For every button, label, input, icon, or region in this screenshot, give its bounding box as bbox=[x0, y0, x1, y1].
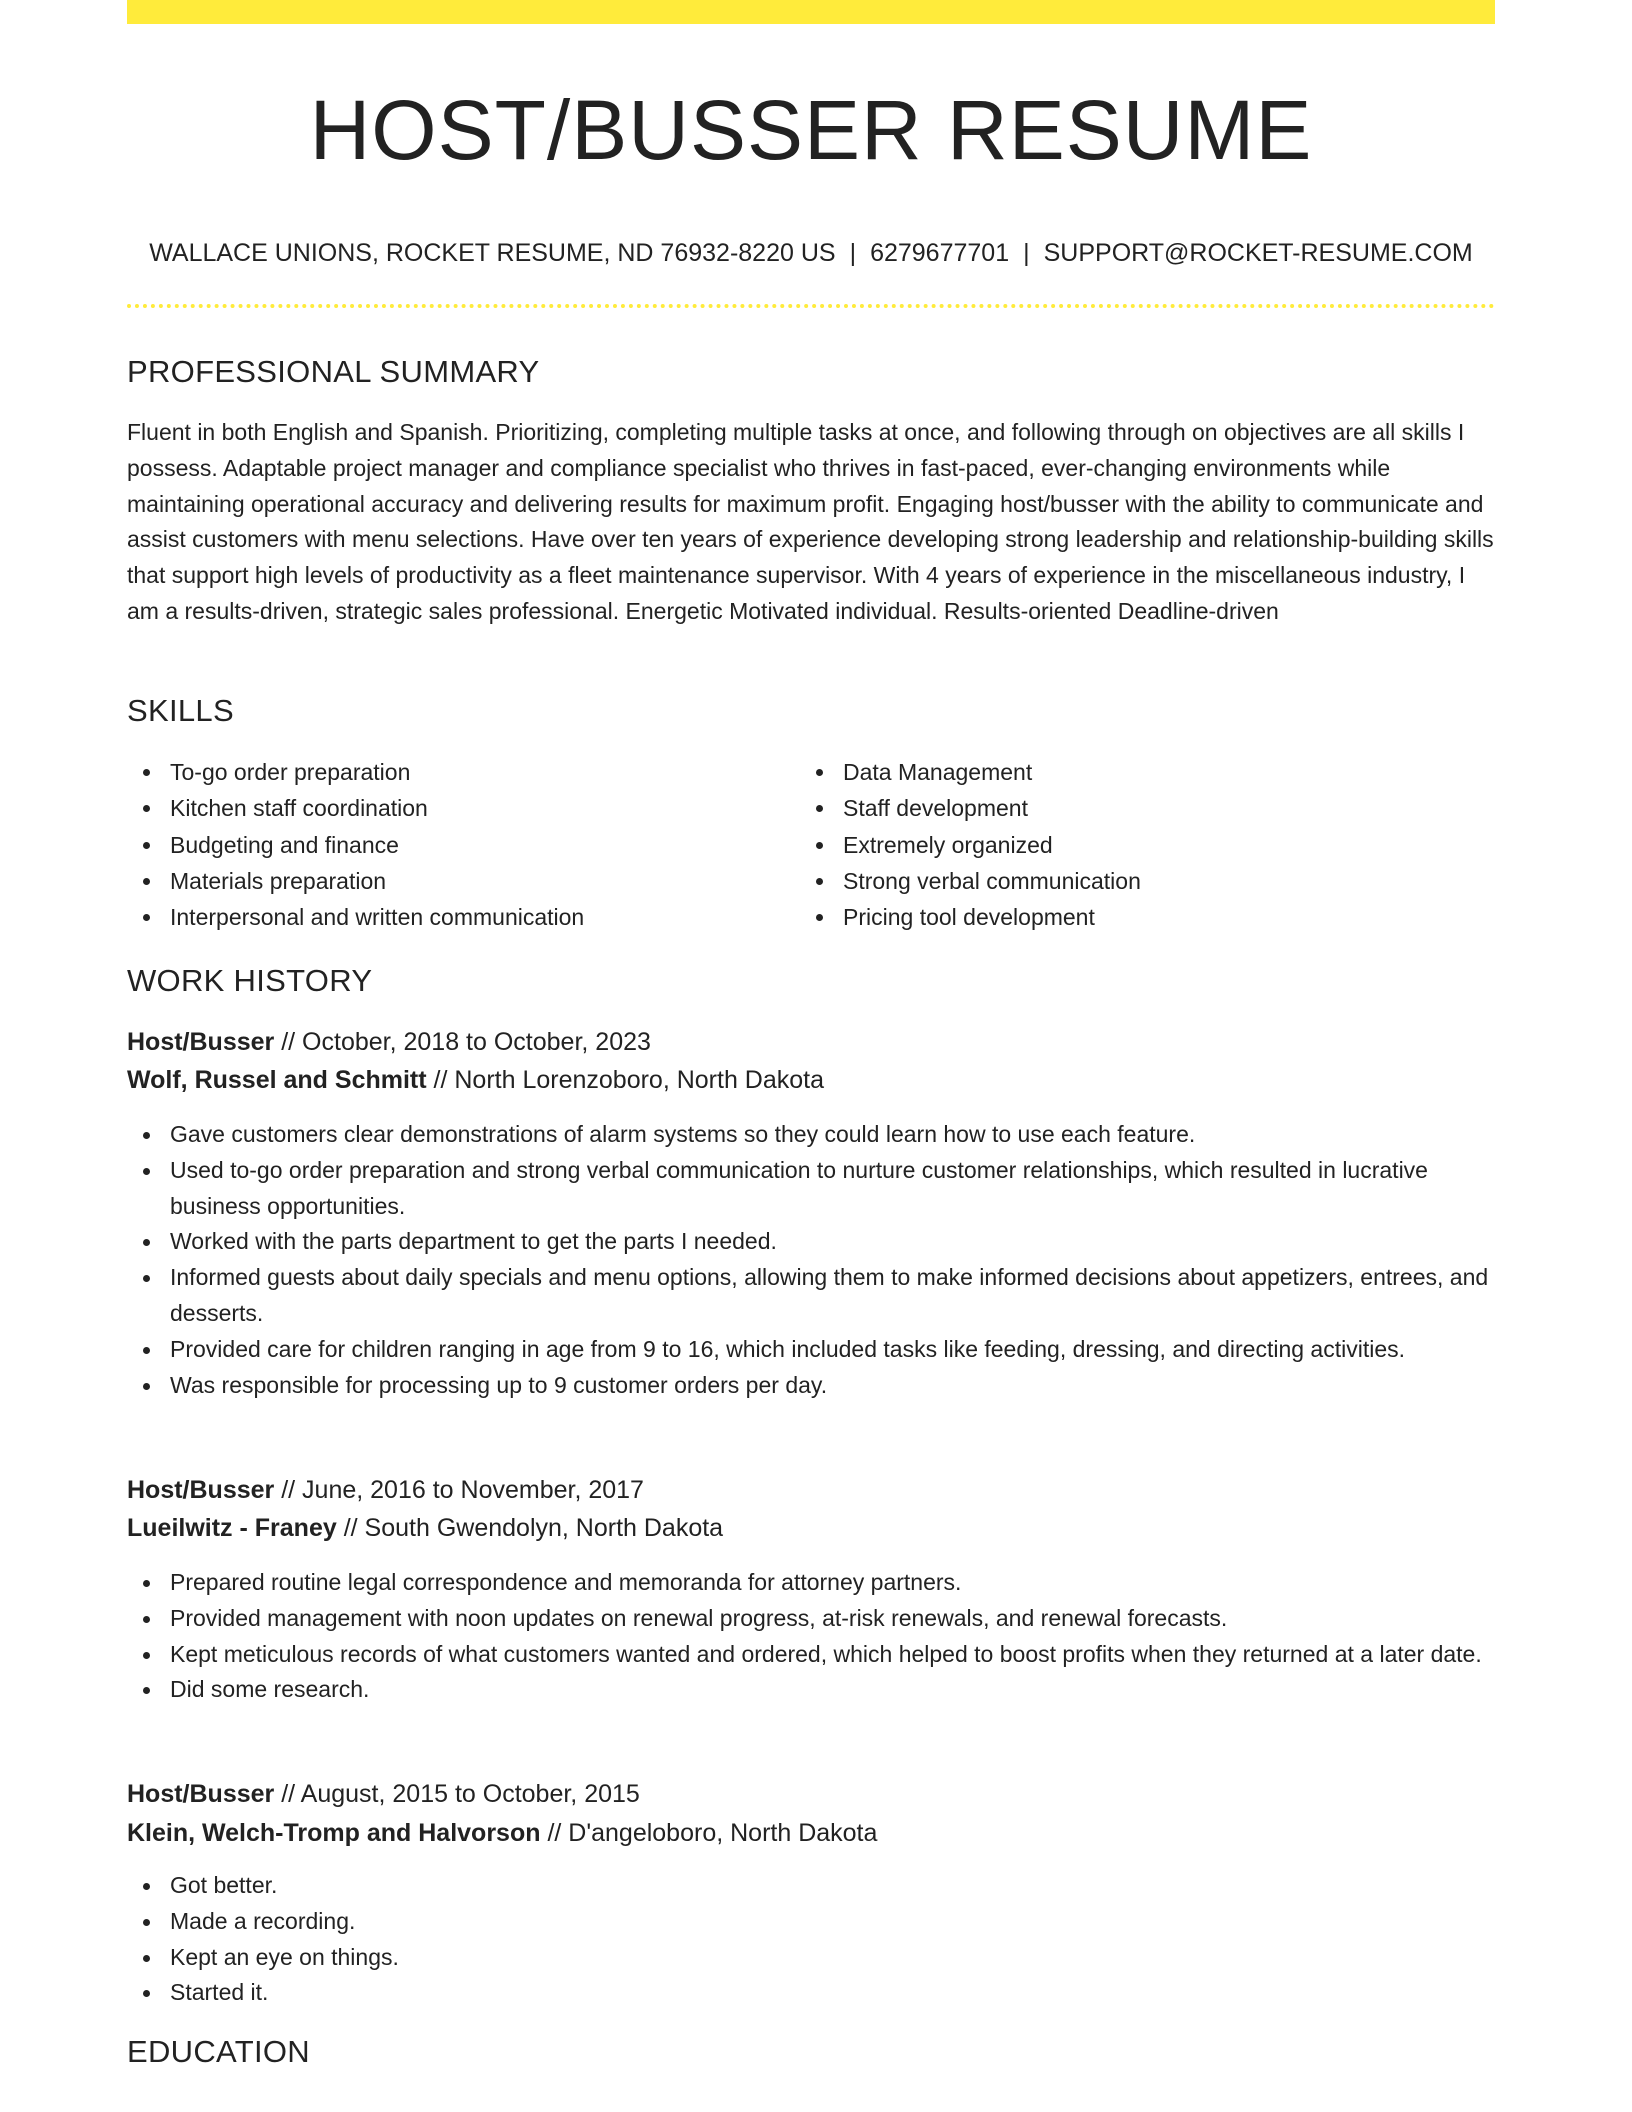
job-dates: // October, 2018 to October, 2023 bbox=[274, 1028, 651, 1056]
job-bullet: Started it. bbox=[127, 1975, 1495, 2011]
contact-separator: | bbox=[1023, 239, 1030, 267]
job-bullet: Prepared routine legal correspondence and memoranda for attorney partners. bbox=[127, 1565, 1495, 1601]
job-dates: // June, 2016 to November, 2017 bbox=[274, 1476, 644, 1504]
contact-email: SUPPORT@ROCKET-RESUME.COM bbox=[1043, 239, 1473, 267]
job-bullet: Was responsible for processing up to 9 customer orders per day. bbox=[127, 1368, 1495, 1404]
skill-item: Strong verbal communication bbox=[800, 863, 1440, 899]
skill-item: Data Management bbox=[800, 754, 1440, 790]
job-location: // D'angeloboro, North Dakota bbox=[540, 1819, 878, 1847]
job-bullet: Worked with the parts department to get the parts I needed. bbox=[127, 1224, 1495, 1260]
contact-line bbox=[127, 236, 1495, 270]
job-bullet: Provided management with noon updates on renewal progress, at-risk renewals, and renewal forecasts. bbox=[127, 1601, 1495, 1637]
contact-phone: 6279677701 bbox=[870, 239, 1010, 267]
skill-item: Pricing tool development bbox=[800, 899, 1440, 935]
job-company: Wolf, Russel and Schmitt bbox=[127, 1066, 427, 1094]
job-company-line bbox=[127, 1815, 877, 1851]
job-bullets bbox=[127, 1565, 1495, 1708]
summary-text: Fluent in both English and Spanish. Prioritizing, completing multiple tasks at once, and following through on objectives are all skills I possess. Adaptable project manager and compliance specialist who thrives in fast-paced, ever-changing environments while maintaining operational accuracy and delivering results for maximum profit. Engaging host/busser with the ability to communicate and assist customers with menu selections. Have over ten years of experience developing strong leadership and relationship-building skills that support high levels of productivity as a fleet maintenance supervisor. With 4 years of experience in the miscellaneous industry, I am a results-driven, strategic sales professional. Energetic Motivated individual. Results-oriented Deadline-driven bbox=[127, 419, 1494, 624]
job-company: Klein, Welch-Tromp and Halvorson bbox=[127, 1819, 541, 1847]
work-history-heading: WORK HISTORY bbox=[127, 963, 373, 998]
skill-item: Staff development bbox=[800, 790, 1440, 826]
job-title: Host/Busser bbox=[127, 1476, 275, 1504]
job-bullets bbox=[127, 1868, 1495, 2011]
skill-item: Kitchen staff coordination bbox=[127, 790, 767, 826]
job-location: // South Gwendolyn, North Dakota bbox=[336, 1514, 724, 1542]
job-title-line bbox=[127, 1024, 651, 1060]
top-accent-bar bbox=[127, 0, 1495, 24]
skill-item: Budgeting and finance bbox=[127, 827, 767, 863]
job-dates: // August, 2015 to October, 2015 bbox=[274, 1780, 640, 1808]
education-heading: EDUCATION bbox=[127, 2034, 310, 2069]
job-bullet: Gave customers clear demonstrations of alarm systems so they could learn how to use each feature. bbox=[127, 1117, 1495, 1153]
skill-item: Extremely organized bbox=[800, 827, 1440, 863]
contact-address: WALLACE UNIONS, ROCKET RESUME, ND 76932-8220 US bbox=[149, 239, 836, 267]
job-bullet: Made a recording. bbox=[127, 1904, 1495, 1940]
resume-title: HOST/BUSSER RESUME bbox=[309, 83, 1313, 177]
job-bullet: Provided care for children ranging in age from 9 to 16, which included tasks like feeding, dressing, and directing activities. bbox=[127, 1332, 1495, 1368]
summary-heading: PROFESSIONAL SUMMARY bbox=[127, 354, 540, 389]
skills-list-left bbox=[127, 754, 767, 935]
contact-separator: | bbox=[849, 239, 857, 267]
skill-item: To-go order preparation bbox=[127, 754, 767, 790]
job-title: Host/Busser bbox=[127, 1028, 275, 1056]
job-company-line bbox=[127, 1062, 824, 1098]
job-company: Lueilwitz - Franey bbox=[127, 1514, 337, 1542]
job-bullets bbox=[127, 1117, 1495, 1403]
job-bullet: Kept an eye on things. bbox=[127, 1940, 1495, 1976]
header-divider bbox=[127, 304, 1495, 308]
job-title: Host/Busser bbox=[127, 1780, 275, 1808]
job-bullet: Used to-go order preparation and strong verbal communication to nurture customer relationships, which resulted in lucrative business opportunities. bbox=[127, 1153, 1495, 1225]
skills-heading: SKILLS bbox=[127, 693, 234, 728]
job-title-line bbox=[127, 1472, 644, 1508]
skill-item: Materials preparation bbox=[127, 863, 767, 899]
job-bullet: Informed guests about daily specials and menu options, allowing them to make informed decisions about appetizers, entrees, and desserts. bbox=[127, 1260, 1495, 1332]
job-bullet: Did some research. bbox=[127, 1672, 1495, 1708]
job-bullet: Got better. bbox=[127, 1868, 1495, 1904]
job-company-line bbox=[127, 1510, 723, 1546]
skills-list-right bbox=[800, 754, 1440, 935]
job-location: // North Lorenzoboro, North Dakota bbox=[426, 1066, 825, 1094]
skill-item: Interpersonal and written communication bbox=[127, 899, 767, 935]
job-title-line bbox=[127, 1776, 640, 1812]
job-bullet: Kept meticulous records of what customers wanted and ordered, which helped to boost profits when they returned at a later date. bbox=[127, 1637, 1495, 1673]
